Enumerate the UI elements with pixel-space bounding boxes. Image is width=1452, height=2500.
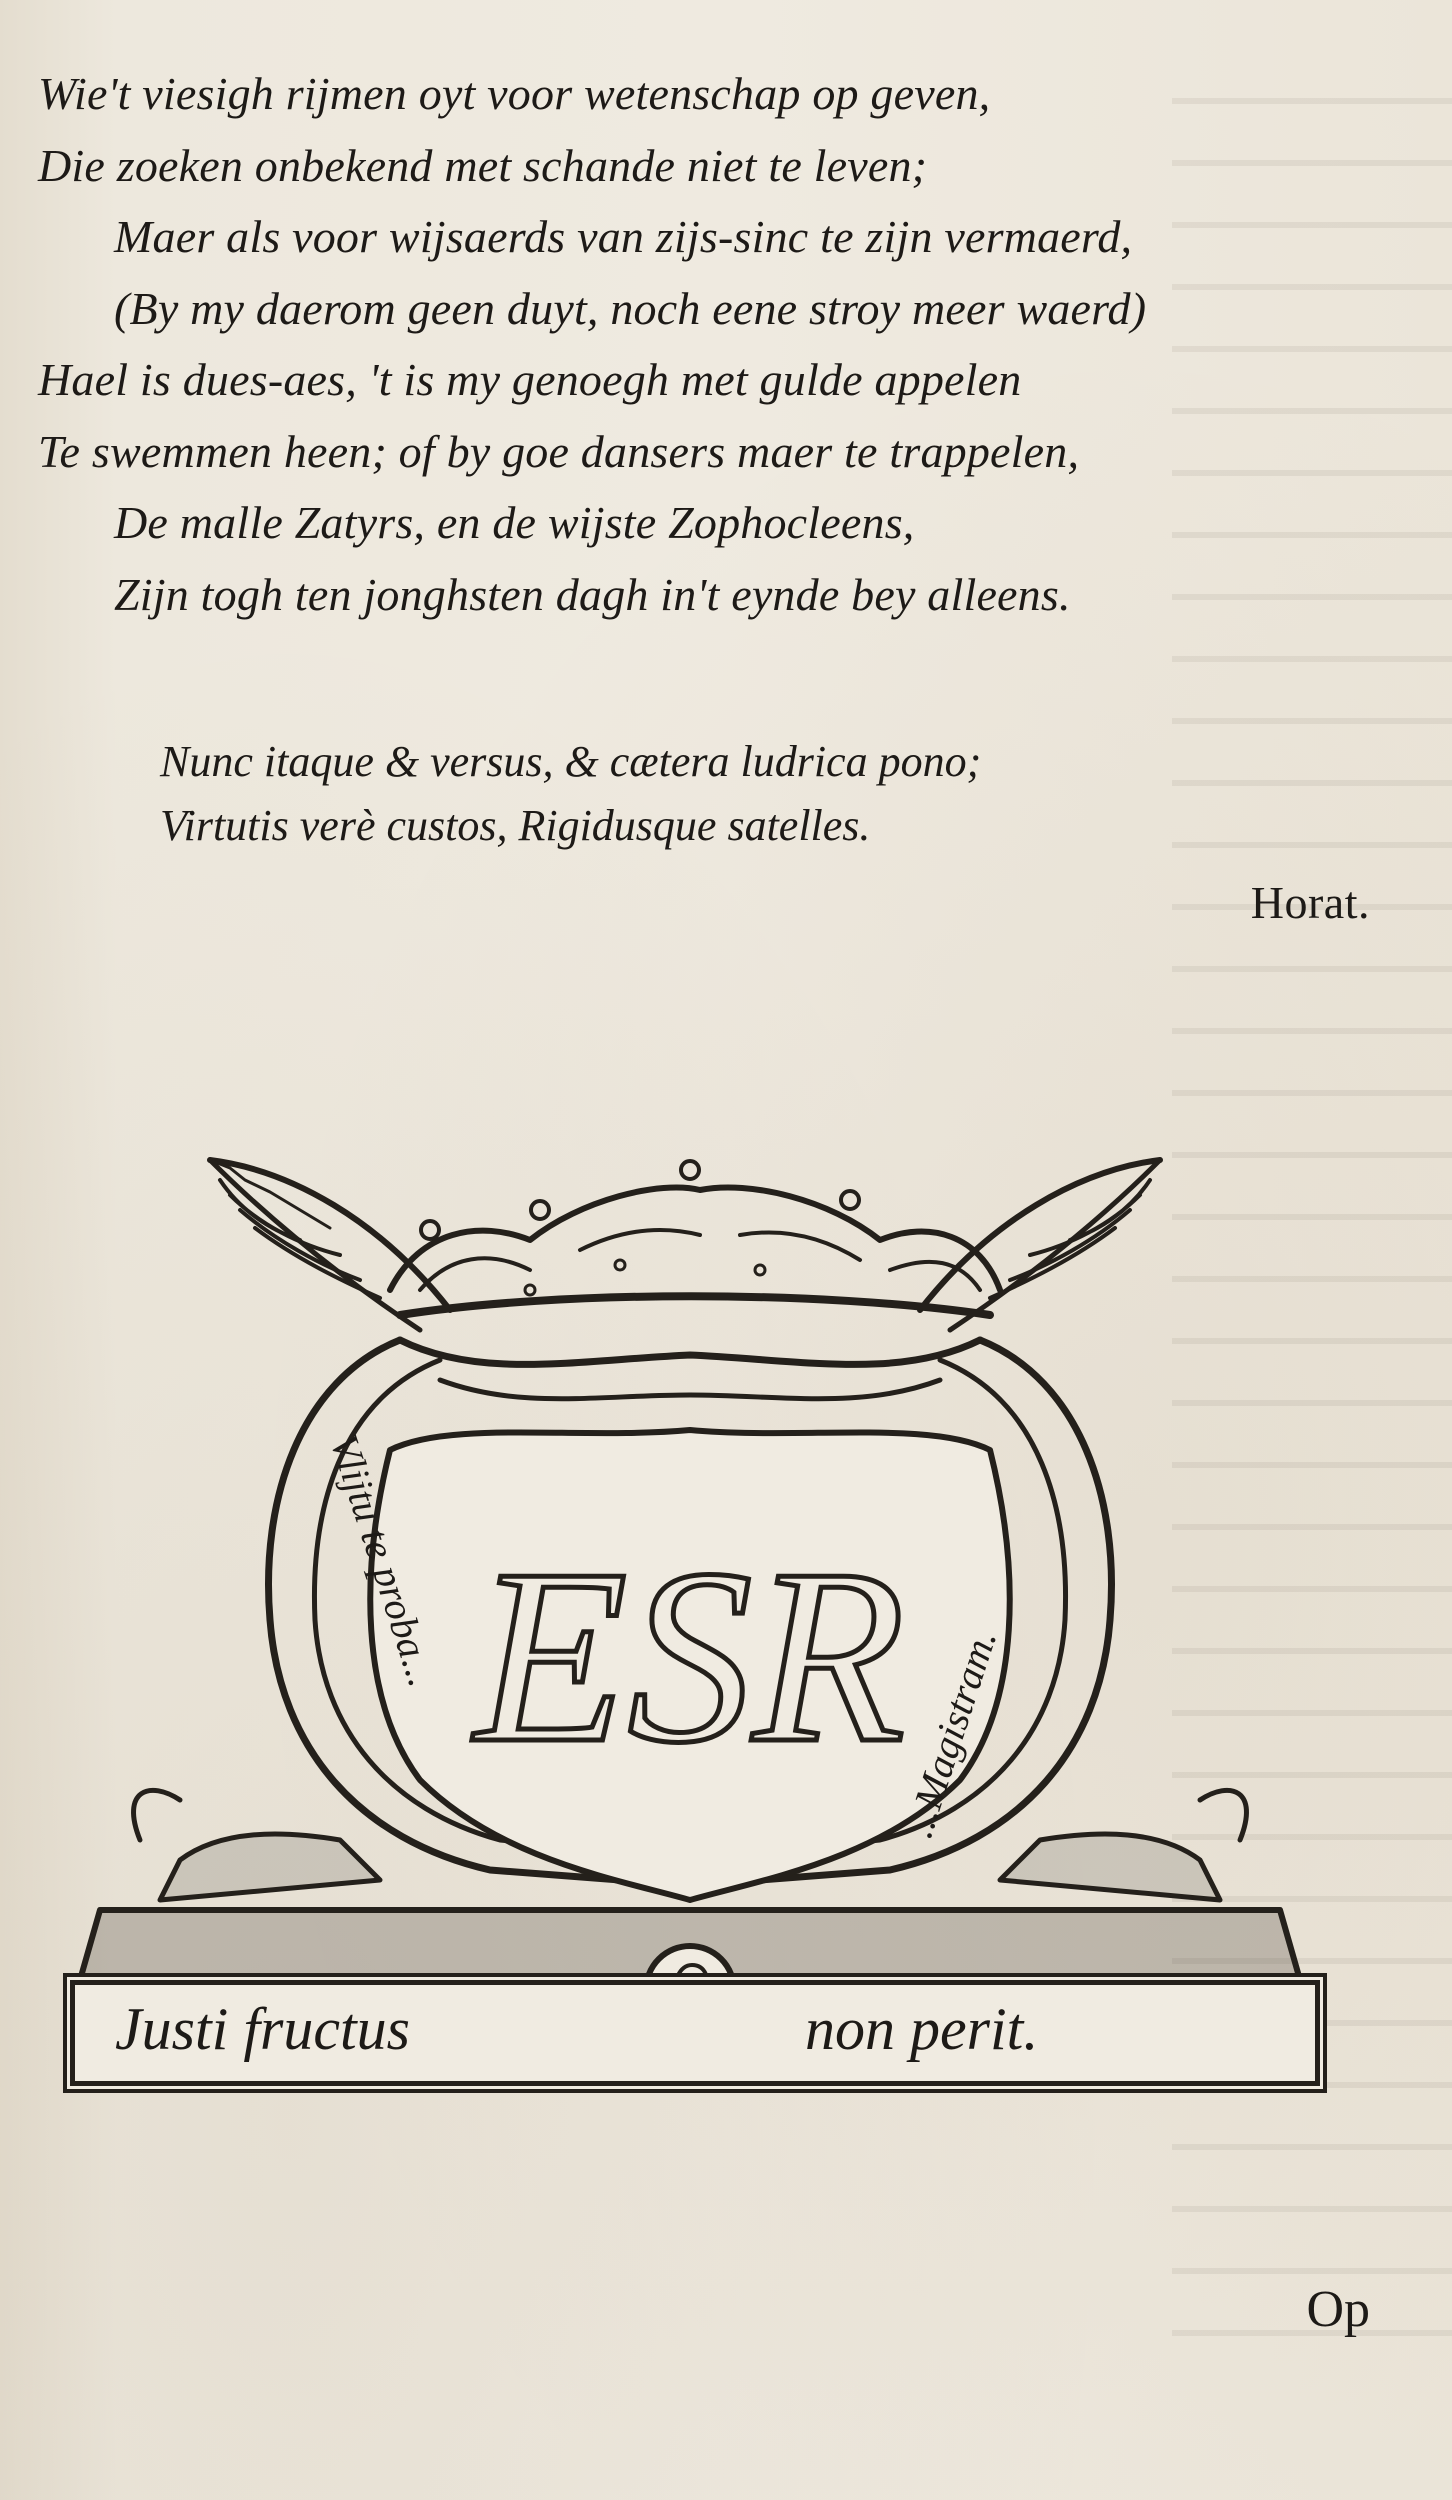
left-feathers-icon — [210, 1160, 450, 1330]
monogram: ESR — [474, 1518, 906, 1795]
right-feathers-icon — [920, 1160, 1160, 1330]
attribution: Horat. — [1250, 877, 1370, 928]
latin-line: Virtutis verè custos, Rigidusque satelles. — [160, 801, 871, 850]
ribbon-text-right: ...Magistram. — [895, 1623, 1006, 1843]
motto-right: non perit. — [805, 1996, 1039, 2062]
latin-line: Nunc itaque & versus, & cætera ludrica pono; — [160, 737, 982, 786]
ribbon-text-left: Vlijtu te proba... — [321, 1428, 446, 1692]
verse-line: Die zoeken onbekend met schande niet te leven; — [38, 139, 928, 191]
printers-device-emblem — [60, 1140, 1320, 2100]
verse-line: Zijn togh ten jonghsten dagh in't eynde bey alleens. — [114, 568, 1071, 620]
crown-icon — [390, 1161, 1000, 1315]
verse-line: Hael is dues-aes, 't is my genoegh met gulde appelen — [38, 354, 1022, 405]
verse-line: De malle Zatyrs, en de wijste Zophocleens, — [114, 497, 915, 548]
motto-left: Justi fructus — [115, 1996, 410, 2062]
verse-line: (By my daerom geen duyt, noch eene stroy meer waerd) — [114, 282, 1147, 334]
verse-line: Maer als voor wijsaerds van zijs-sinc te zijn vermaerd, — [114, 211, 1133, 262]
catchword: Op — [1306, 2281, 1370, 2338]
motto-plinth — [70, 1980, 1320, 2086]
verse-line: Te swemmen heen; of by goe dansers maer te trappelen, — [38, 425, 1080, 477]
latin-quotation — [160, 730, 1360, 858]
dutch-verse — [38, 58, 1418, 630]
verse-line: Wie't viesigh rijmen oyt voor wetenschap op geven, — [38, 68, 991, 119]
